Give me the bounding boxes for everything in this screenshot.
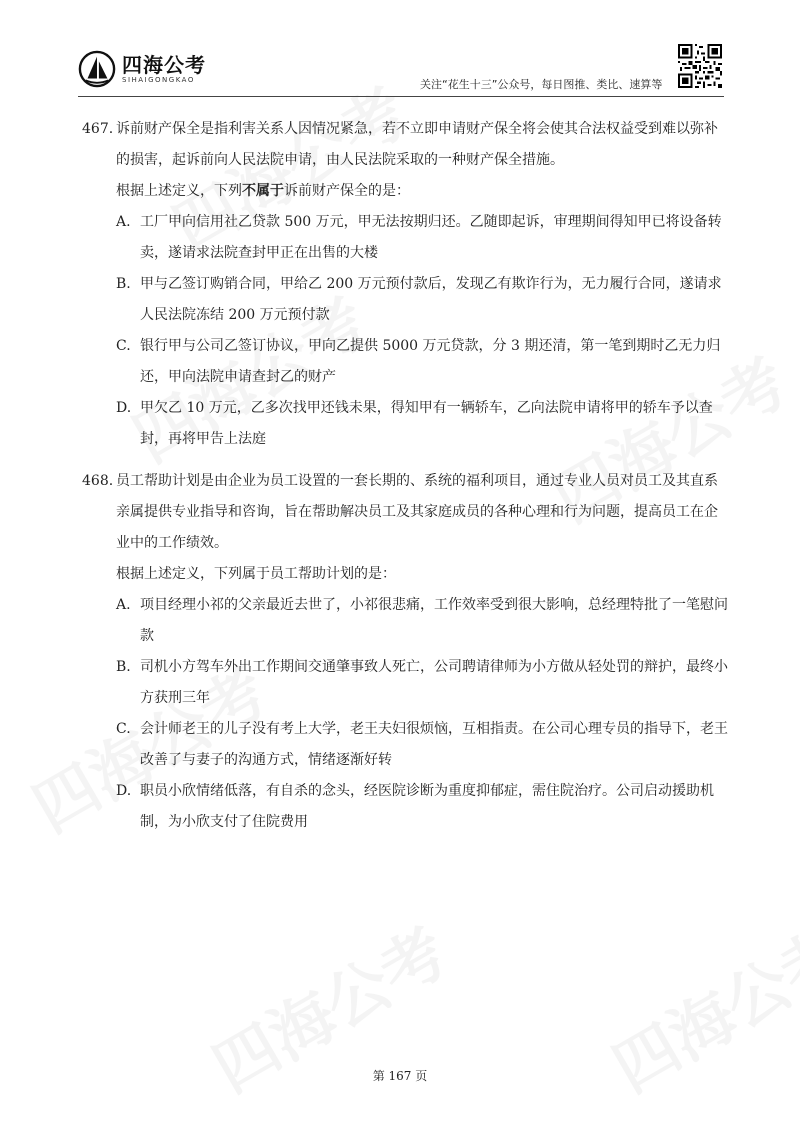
option-letter: A. [116, 214, 131, 230]
brand-logo [78, 50, 206, 88]
option-letter: C. [116, 338, 131, 354]
qr-code-icon [678, 44, 722, 88]
question-number: 467. [82, 121, 114, 137]
option-letter: C. [116, 721, 131, 737]
question-468 [82, 466, 728, 838]
option-a [82, 207, 728, 269]
option-a [82, 590, 728, 652]
option-letter: D. [116, 783, 132, 799]
question-number: 468. [82, 473, 114, 489]
option-letter: D. [116, 400, 132, 416]
question-stem-text: 诉前财产保全是指利害关系人因情况紧急，若不立即申请财产保全将会使其合法权益受到难以弥补的损害，起诉前向人民法院申请，由人民法院采取的一种财产保全措施。 [116, 121, 718, 168]
question-stem-text: 员工帮助计划是由企业为员工设置的一套长期的、系统的福利项目，通过专业人员对员工及其直系亲属提供专业指导和咨询，旨在帮助解决员工及其家庭成员的各种心理和行为问题，提高员工在企业中的工作绩效。 [116, 473, 718, 551]
option-text: 职员小欣情绪低落，有自杀的念头，经医院诊断为重度抑郁症，需住院治疗。公司启动援助机制，为小欣支付了住院费用 [140, 783, 714, 830]
option-letter: B. [116, 659, 131, 675]
option-letter: B. [116, 276, 131, 292]
page-header [0, 0, 800, 100]
option-text: 银行甲与公司乙签订协议，甲向乙提供 5000 万元贷款，分 3 期还清，第一笔到期时乙无力归还，甲向法院申请查封乙的财产 [140, 338, 721, 385]
logo-subtitle: SIHAIGONGKAO [122, 75, 195, 84]
option-letter: A. [116, 597, 131, 613]
option-d [82, 776, 728, 838]
sailboat-logo-icon [78, 50, 116, 88]
page-number: 第 167 页 [372, 1069, 428, 1083]
header-divider [78, 96, 724, 97]
option-text: 会计师老王的儿子没有考上大学，老王夫妇很烦恼，互相指责。在公司心理专员的指导下，老王改善了与妻子的沟通方式，情绪逐渐好转 [140, 721, 728, 768]
option-text: 项目经理小祁的父亲最近去世了，小祁很悲痛，工作效率受到很大影响，总经理特批了一笔慰问款 [140, 597, 728, 644]
logo-title: 四海公考 [122, 52, 206, 77]
prompt-emphasis: 不属于 [242, 183, 284, 199]
option-b [82, 652, 728, 714]
option-c [82, 714, 728, 776]
question-prompt [82, 176, 728, 207]
option-text: 工厂甲向信用社乙贷款 500 万元，甲无法按期归还。乙随即起诉，审理期间得知甲已将设备转卖，遂请求法院查封甲正在出售的大楼 [140, 214, 722, 261]
question-stem [82, 466, 728, 559]
option-text: 甲与乙签订购销合同，甲给乙 200 万元预付款后，发现乙有欺诈行为，无力履行合同，遂请求人民法院冻结 200 万元预付款 [140, 276, 722, 323]
question-stem [82, 114, 728, 176]
question-prompt: 根据上述定义，下列属于员工帮助计划的是： [116, 566, 396, 582]
header-note: 关注“花生十三”公众号，每日图推、类比、速算等 [420, 78, 663, 91]
option-text: 司机小方驾车外出工作期间交通肇事致人死亡，公司聘请律师为小方做从轻处罚的辩护，最终小方获刑三年 [140, 659, 728, 706]
option-text: 甲欠乙 10 万元，乙多次找甲还钱未果，得知甲有一辆轿车，乙向法院申请将甲的轿车予以查封，再将甲告上法庭 [140, 400, 713, 447]
option-d [82, 393, 728, 455]
option-c [82, 331, 728, 393]
question-467 [82, 114, 728, 455]
option-b [82, 269, 728, 331]
prompt-prefix: 根据上述定义，下列 [116, 183, 242, 199]
prompt-suffix: 诉前财产保全的是： [284, 183, 410, 199]
